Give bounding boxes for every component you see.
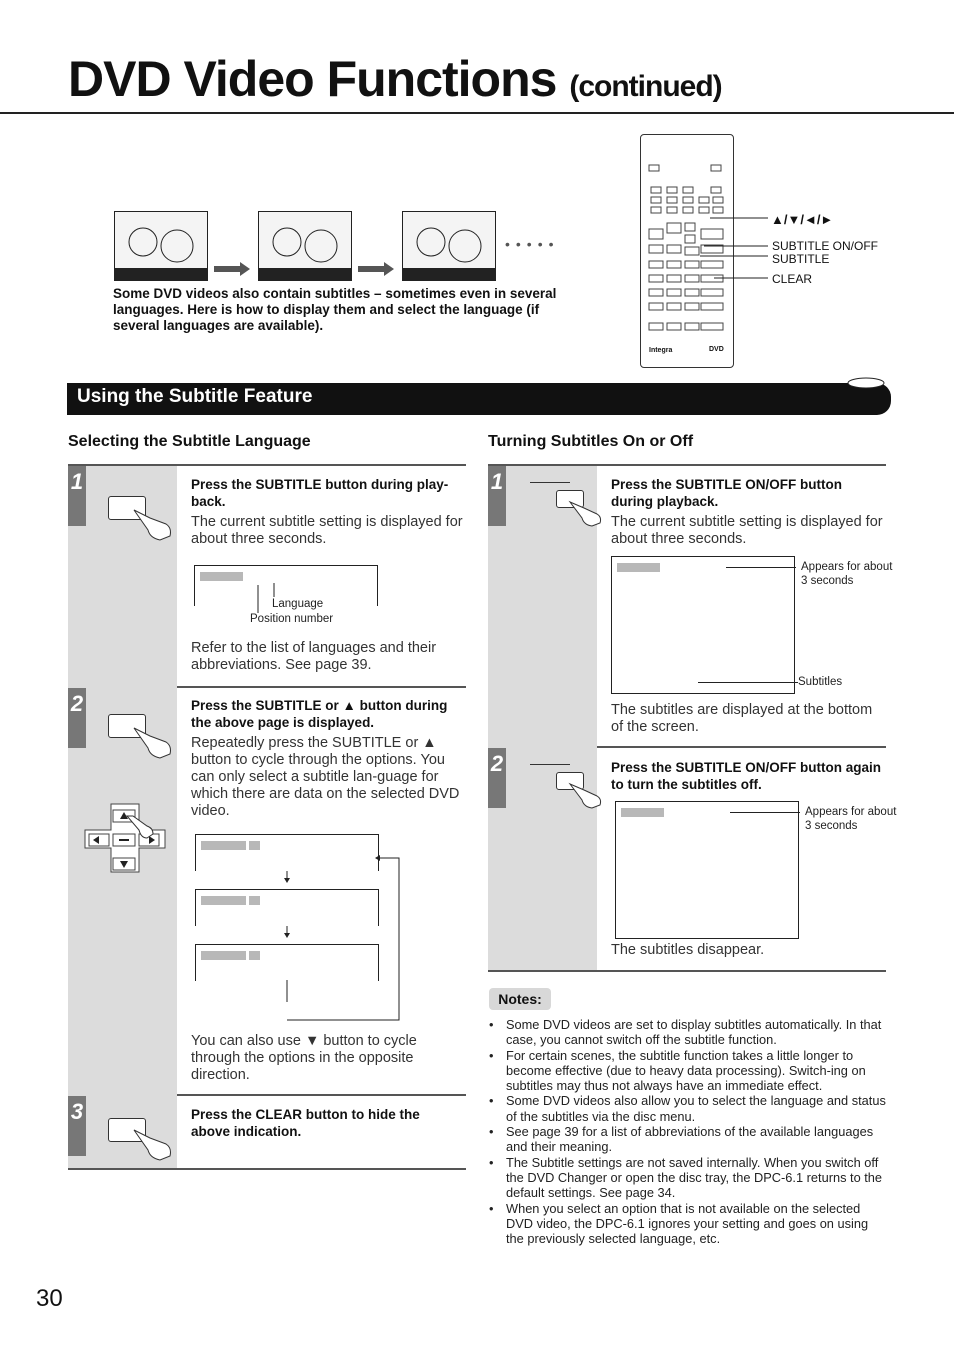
cursor-pad-icon (83, 802, 167, 874)
remote-label-subtitle-onoff: SUBTITLE ON/OFF (772, 239, 879, 253)
divider (530, 482, 570, 483)
right-step-1-description: The current subtitle setting is displayed for about three seconds. (611, 514, 883, 547)
remote-label-clear: CLEAR (772, 272, 813, 286)
osd-bar (249, 951, 260, 960)
video-frame-1 (114, 211, 208, 281)
step-number: 2 (68, 688, 86, 748)
list-item: • Some DVD videos are set to display subtitles automatically. In that case, you cannot switch off the subtitle function. (489, 1017, 889, 1048)
list-item: • Some DVD videos also allow you to select the language and status of the subtitles via the disc menu. (489, 1093, 889, 1124)
tv-screen (615, 801, 799, 939)
right-heading: Turning Subtitles On or Off (488, 433, 694, 450)
page-number: 30 (36, 1285, 63, 1312)
hand-icon (568, 782, 604, 810)
remote-label-subtitle: SUBTITLE (772, 252, 830, 266)
divider (597, 746, 886, 748)
section-title: Using the Subtitle Feature (77, 386, 313, 407)
osd-bar (617, 563, 660, 572)
osd-bar (249, 896, 260, 905)
callout-line (726, 567, 796, 568)
osd-bar (621, 808, 664, 817)
callout-line (730, 812, 800, 813)
callout-language: Language (272, 598, 324, 610)
left-step-1-description: The current subtitle setting is displayed for about three seconds. (191, 514, 463, 547)
left-step-1-note: Refer to the list of languages and their abbreviations. See page 39. (191, 640, 437, 673)
osd-bar (201, 896, 246, 905)
left-step-2-description: Repeatedly press the SUBTITLE or ▲ button to cycle through the options. You can only select a subtitle lan-guage for which there are data on the selected DVD video. (191, 735, 460, 819)
title-rule (0, 112, 954, 114)
right-step-2-note: The subtitles disappear. (611, 942, 765, 958)
right-step-1-instruction: Press the SUBTITLE ON/OFF button during playback. (611, 477, 843, 509)
divider (177, 686, 466, 688)
arrow-right-icon (214, 262, 250, 276)
tv-screen (611, 556, 795, 694)
callout-line (698, 682, 798, 683)
video-frame-2 (258, 211, 352, 281)
intro-text: Some DVD videos also contain subtitles – sometimes even in several languages. Here is how to display them and select the language (if several languages are available). (113, 286, 557, 333)
page-title: DVD Video Functions (continued) (68, 51, 722, 107)
section-banner (67, 383, 891, 415)
right-step-2-instruction: Press the SUBTITLE ON/OFF button again to turn the subtitles off. (611, 760, 882, 792)
callout-subtitles: Subtitles (798, 676, 843, 688)
left-heading: Selecting the Subtitle Language (68, 433, 311, 450)
ellipsis-dots: ••••• (505, 236, 560, 252)
hand-icon (132, 1128, 174, 1162)
callout-appears: Appears for about 3 seconds (805, 806, 897, 832)
video-frame-3 (402, 211, 496, 281)
divider (177, 1094, 466, 1096)
osd-bar (201, 841, 246, 850)
arrow-right-icon (358, 262, 394, 276)
right-step-1-note: The subtitles are displayed at the bottom of the screen. (611, 702, 873, 735)
divider (530, 764, 570, 765)
callout-lines (700, 212, 770, 284)
step-number: 2 (488, 748, 506, 808)
osd-bar (249, 841, 260, 850)
divider (488, 970, 886, 972)
osd-bar (200, 572, 243, 581)
notes-title: Notes: (489, 988, 551, 1010)
remote-brand: Integra (649, 347, 673, 354)
step-number: 3 (68, 1096, 86, 1156)
left-step-2-instruction: Press the SUBTITLE or ▲ button during the above page is displayed. (191, 698, 448, 730)
hand-icon (568, 500, 604, 528)
list-item: • The Subtitle settings are not saved internally. When you switch off the DVD Changer or open the disc tray, the DPC-6.1 returns to the default settings. See page 34. (489, 1155, 889, 1201)
left-step-2-note: You can also use ▼ button to cycle through the options in the opposite direction. (191, 1033, 417, 1083)
cycle-arrows (280, 854, 404, 1022)
left-step-1-instruction: Press the SUBTITLE button during play-back. (191, 477, 449, 509)
list-item: • For certain scenes, the subtitle function takes a little longer to become effective (due to heavy data processing). Switch-ing on subtitles may thus not always have an immediate effect. (489, 1048, 889, 1094)
callout-appears: Appears for about 3 seconds (801, 561, 893, 587)
osd-bar (201, 951, 246, 960)
list-item: • When you select an option that is not available on the selected DVD video, the DPC-6.1 ignores your setting and goes on using the previously selected language, etc. (489, 1201, 889, 1247)
list-item: • See page 39 for a list of abbreviations of the available languages and their meaning. (489, 1124, 889, 1155)
remote-label-arrows: ▲/▼/◄/► (771, 212, 834, 227)
hand-icon (132, 508, 174, 542)
divider (68, 1168, 466, 1170)
step-number: 1 (488, 466, 506, 526)
step-number: 1 (68, 466, 86, 526)
callout-position: Position number (250, 613, 334, 625)
remote-logo: DVD (709, 346, 724, 353)
hand-icon (132, 726, 174, 760)
disc-icon (846, 374, 886, 390)
title-continued: (continued) (569, 70, 722, 103)
notes-list (489, 1017, 889, 1246)
right-gutter (488, 466, 597, 970)
left-step-3-instruction: Press the CLEAR button to hide the above indication. (191, 1107, 420, 1139)
